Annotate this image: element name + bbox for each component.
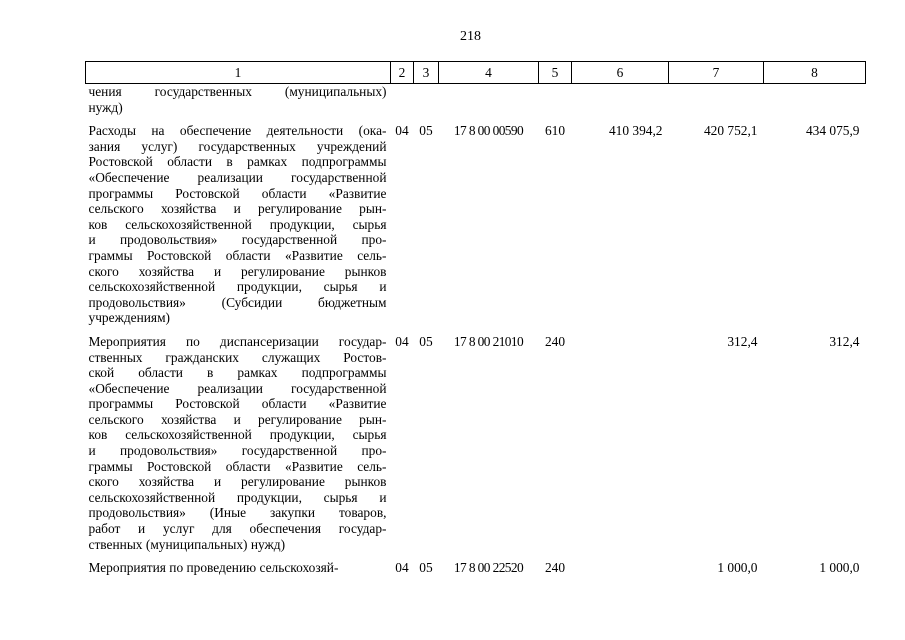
amount-col-8-cell: 312,4: [829, 333, 860, 349]
description-line: ского хозяйства и регулирование рынков: [88, 474, 387, 490]
description-line: граммы Ростовской области «Развитие сель-: [88, 247, 387, 263]
header-col-8: 8: [764, 62, 866, 84]
description-line: сельскохозяйственной продукции, сырья и: [88, 489, 387, 505]
section-code-cell: 04: [395, 560, 409, 576]
section-code-cell: [391, 84, 414, 124]
description-line: учреждениям): [88, 310, 171, 326]
header-col-6: 6: [572, 62, 669, 84]
description-line: чения государственных (муниципальных): [88, 84, 387, 99]
expense-type-cell: [539, 84, 572, 124]
table-row: [86, 123, 866, 334]
table-row: [86, 84, 866, 124]
subsection-code-cell: 05: [419, 560, 433, 576]
amount-col-6-cell: [572, 84, 669, 124]
description-line: программы Ростовской области «Развитие: [88, 185, 387, 201]
description-line: работ и услуг для обеспечения государ-: [88, 521, 387, 537]
description-line: и продовольствия» государственной про-: [88, 443, 387, 459]
page-number: 218: [460, 29, 481, 44]
description-line: Расходы на обеспечение деятельности (ока-: [88, 123, 387, 139]
description-line: продовольствия» (Субсидии бюджетным: [88, 294, 387, 310]
description-line: ского хозяйства и регулирование рынков: [88, 263, 387, 279]
description-line: ской области в рамках подпрограммы: [88, 365, 387, 381]
description-line: Ростовской области в рамках подпрограммы: [88, 154, 387, 170]
description-line: ков сельскохозяйственной продукции, сырья: [88, 427, 387, 443]
description-cell: [86, 123, 391, 334]
target-article-cell: 17 8 00 22520: [453, 560, 524, 576]
description-line: ков сельскохозяйственной продукции, сырья: [88, 216, 387, 232]
header-col-1: 1: [86, 62, 391, 84]
subsection-code-cell: [414, 84, 439, 124]
description-line: продовольствия» (Иные закупки товаров,: [88, 505, 387, 521]
description-cell: [86, 84, 391, 124]
description-line: «Обеспечение реализации государственной: [88, 380, 387, 396]
description-line: «Обеспечение реализации государственной: [88, 169, 387, 185]
expense-type-cell: 240: [544, 333, 566, 349]
header-col-4: 4: [439, 62, 539, 84]
description-line: Мероприятия по проведению сельскохозяй-: [88, 560, 339, 576]
description-cell: [86, 334, 391, 560]
description-line: нужд): [88, 99, 123, 115]
target-article-cell: 17 8 00 00590: [453, 123, 524, 139]
budget-table: [85, 61, 866, 584]
table-header-row: [86, 62, 866, 84]
target-article-cell: 17 8 00 21010: [453, 333, 524, 349]
amount-col-8-cell: 434 075,9: [805, 123, 860, 139]
target-article-cell: [439, 84, 539, 124]
description-cell: [86, 560, 391, 584]
header-col-3: 3: [414, 62, 439, 84]
section-code-cell: 04: [395, 333, 409, 349]
header-col-2: 2: [391, 62, 414, 84]
amount-col-6-cell: 410 394,2: [608, 123, 663, 139]
description-line: ственных (муниципальных) нужд): [88, 536, 286, 552]
subsection-code-cell: 05: [419, 123, 433, 139]
amount-col-7-cell: 420 752,1: [703, 123, 758, 139]
amount-col-7-cell: 1 000,0: [717, 560, 758, 576]
header-col-7: 7: [669, 62, 764, 84]
table-body: [86, 84, 866, 584]
description-line: граммы Ростовской области «Развитие сель-: [88, 458, 387, 474]
amount-col-7-cell: 312,4: [727, 333, 758, 349]
amount-col-6-cell: [572, 334, 669, 560]
description-line: ственных гражданских служащих Ростов-: [88, 349, 387, 365]
table-row: [86, 334, 866, 560]
table-row: [86, 560, 866, 584]
header-col-5: 5: [539, 62, 572, 84]
amount-col-7-cell: [669, 84, 764, 124]
description-line: сельского хозяйства и регулирование рын-: [88, 201, 387, 217]
subsection-code-cell: 05: [419, 333, 433, 349]
expense-type-cell: 610: [544, 123, 566, 139]
amount-col-8-cell: [764, 84, 866, 124]
amount-col-6-cell: [572, 560, 669, 584]
description-line: Мероприятия по диспансеризации государ-: [88, 333, 387, 349]
section-code-cell: 04: [395, 123, 409, 139]
description-line: сельского хозяйства и регулирование рын-: [88, 411, 387, 427]
description-line: зания услуг) государственных учреждений: [88, 138, 387, 154]
description-line: сельскохозяйственной продукции, сырья и: [88, 279, 387, 295]
expense-type-cell: 240: [544, 560, 566, 576]
description-line: программы Ростовской области «Развитие: [88, 396, 387, 412]
amount-col-8-cell: 1 000,0: [819, 560, 860, 576]
description-line: и продовольствия» государственной про-: [88, 232, 387, 248]
